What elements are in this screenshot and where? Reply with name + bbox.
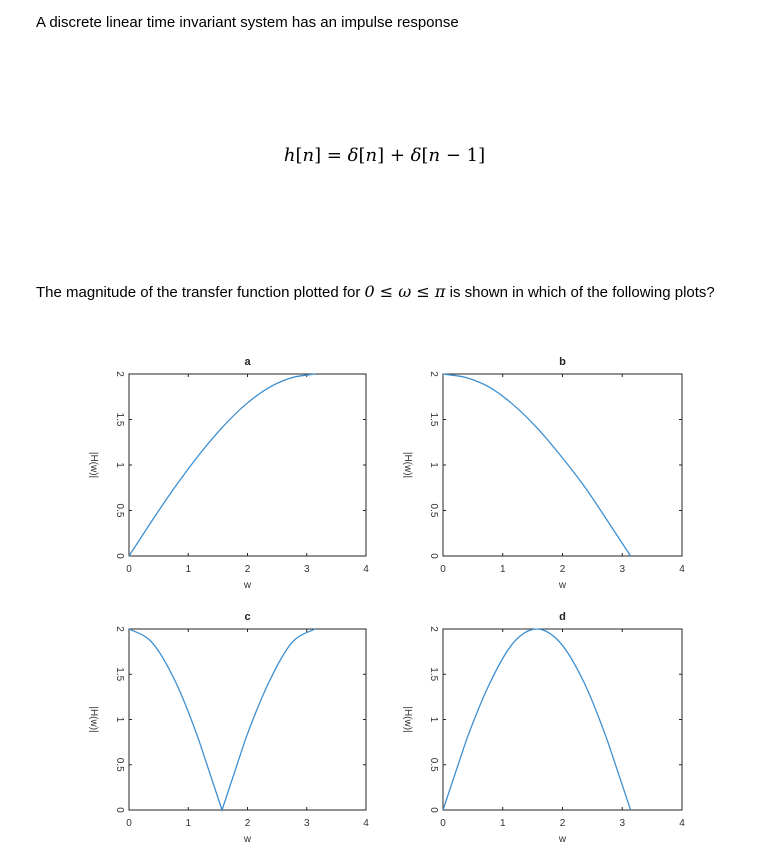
x-axis-label: w	[558, 834, 567, 845]
x-axis-label: w	[243, 580, 252, 591]
plot-title: c	[244, 611, 251, 623]
x-tick-label: 0	[440, 564, 446, 575]
prompt-math: 0 ≤ ω ≤ π	[364, 282, 446, 301]
plot-title: a	[244, 356, 251, 368]
eq-term1-arg: n	[365, 145, 378, 166]
eq-term2-func: δ	[410, 145, 422, 166]
y-tick-label: 1	[428, 462, 439, 468]
series-line-b	[443, 374, 631, 556]
x-axis-label: w	[558, 580, 567, 591]
plot-c	[88, 611, 369, 845]
plot-title: d	[559, 611, 566, 623]
series-line-a	[129, 374, 315, 556]
y-tick-label: 1	[114, 462, 125, 468]
x-tick-label: 4	[363, 564, 369, 575]
eq-lhs-func: h	[283, 145, 296, 166]
y-axis-label: |H(w)|	[402, 451, 413, 479]
x-tick-label: 0	[440, 818, 446, 829]
plot-frame	[443, 629, 682, 810]
y-tick-label: 0	[428, 807, 439, 813]
y-tick-label: 0	[114, 553, 125, 559]
x-axis-label: w	[243, 834, 252, 845]
plot-b	[402, 356, 685, 591]
x-tick-label: 3	[619, 564, 626, 575]
x-tick-label: 1	[185, 564, 192, 575]
x-tick-label: 3	[619, 818, 626, 829]
prompt-after: is shown in which of the following plots?	[445, 284, 715, 301]
eq-term2-arg-rest: − 1	[440, 145, 479, 166]
y-tick-label: 0	[428, 553, 439, 559]
y-tick-label: 1	[114, 716, 125, 723]
plot-d	[402, 611, 685, 845]
y-tick-label: 0.5	[428, 757, 439, 772]
y-tick-label: 2	[114, 626, 125, 632]
plot-frame	[129, 374, 366, 556]
x-tick-label: 2	[559, 818, 566, 829]
y-tick-label: 0.5	[428, 503, 439, 518]
plot-a	[88, 356, 369, 591]
prompt-before: The magnitude of the transfer function plotted for	[36, 284, 365, 301]
y-tick-label: 2	[114, 371, 125, 377]
y-tick-label: 0.5	[114, 503, 125, 518]
y-tick-label: 0	[114, 807, 125, 813]
x-tick-label: 4	[363, 818, 369, 829]
y-axis-label: |H(w)|	[88, 706, 99, 733]
intro-text: A discrete linear time invariant system has an impulse response	[36, 14, 459, 31]
eq-term2-arg-var: n	[428, 145, 441, 166]
series-line-c	[129, 629, 315, 810]
x-tick-label: 2	[244, 818, 251, 829]
plot-frame	[443, 374, 682, 556]
y-tick-label: 2	[428, 626, 439, 632]
y-tick-label: 1.5	[114, 412, 125, 427]
y-tick-label: 1.5	[114, 667, 125, 682]
x-tick-label: 0	[126, 564, 132, 575]
x-tick-label: 1	[499, 564, 506, 575]
y-axis-label: |H(w)|	[88, 451, 99, 479]
eq-term1-func: δ	[347, 145, 359, 166]
x-tick-label: 3	[303, 564, 310, 575]
x-tick-label: 2	[559, 564, 566, 575]
x-tick-label: 4	[679, 564, 685, 575]
x-tick-label: 1	[185, 818, 192, 829]
y-tick-label: 1.5	[428, 667, 439, 682]
y-tick-label: 1	[428, 716, 439, 723]
impulse-response-equation: h[n] = δ[n] + δ[n − 1]	[283, 145, 486, 166]
plot-frame	[129, 629, 366, 810]
x-tick-label: 2	[244, 564, 251, 575]
y-axis-label: |H(w)|	[402, 706, 413, 733]
x-tick-label: 0	[126, 818, 132, 829]
eq-lhs-arg: n	[302, 145, 315, 166]
y-tick-label: 1.5	[428, 412, 439, 427]
x-tick-label: 3	[303, 818, 310, 829]
plot-title: b	[559, 356, 566, 368]
y-tick-label: 2	[428, 371, 439, 377]
x-tick-label: 4	[679, 818, 685, 829]
y-tick-label: 0.5	[114, 757, 125, 772]
x-tick-label: 1	[499, 818, 506, 829]
series-line-d	[443, 629, 631, 810]
